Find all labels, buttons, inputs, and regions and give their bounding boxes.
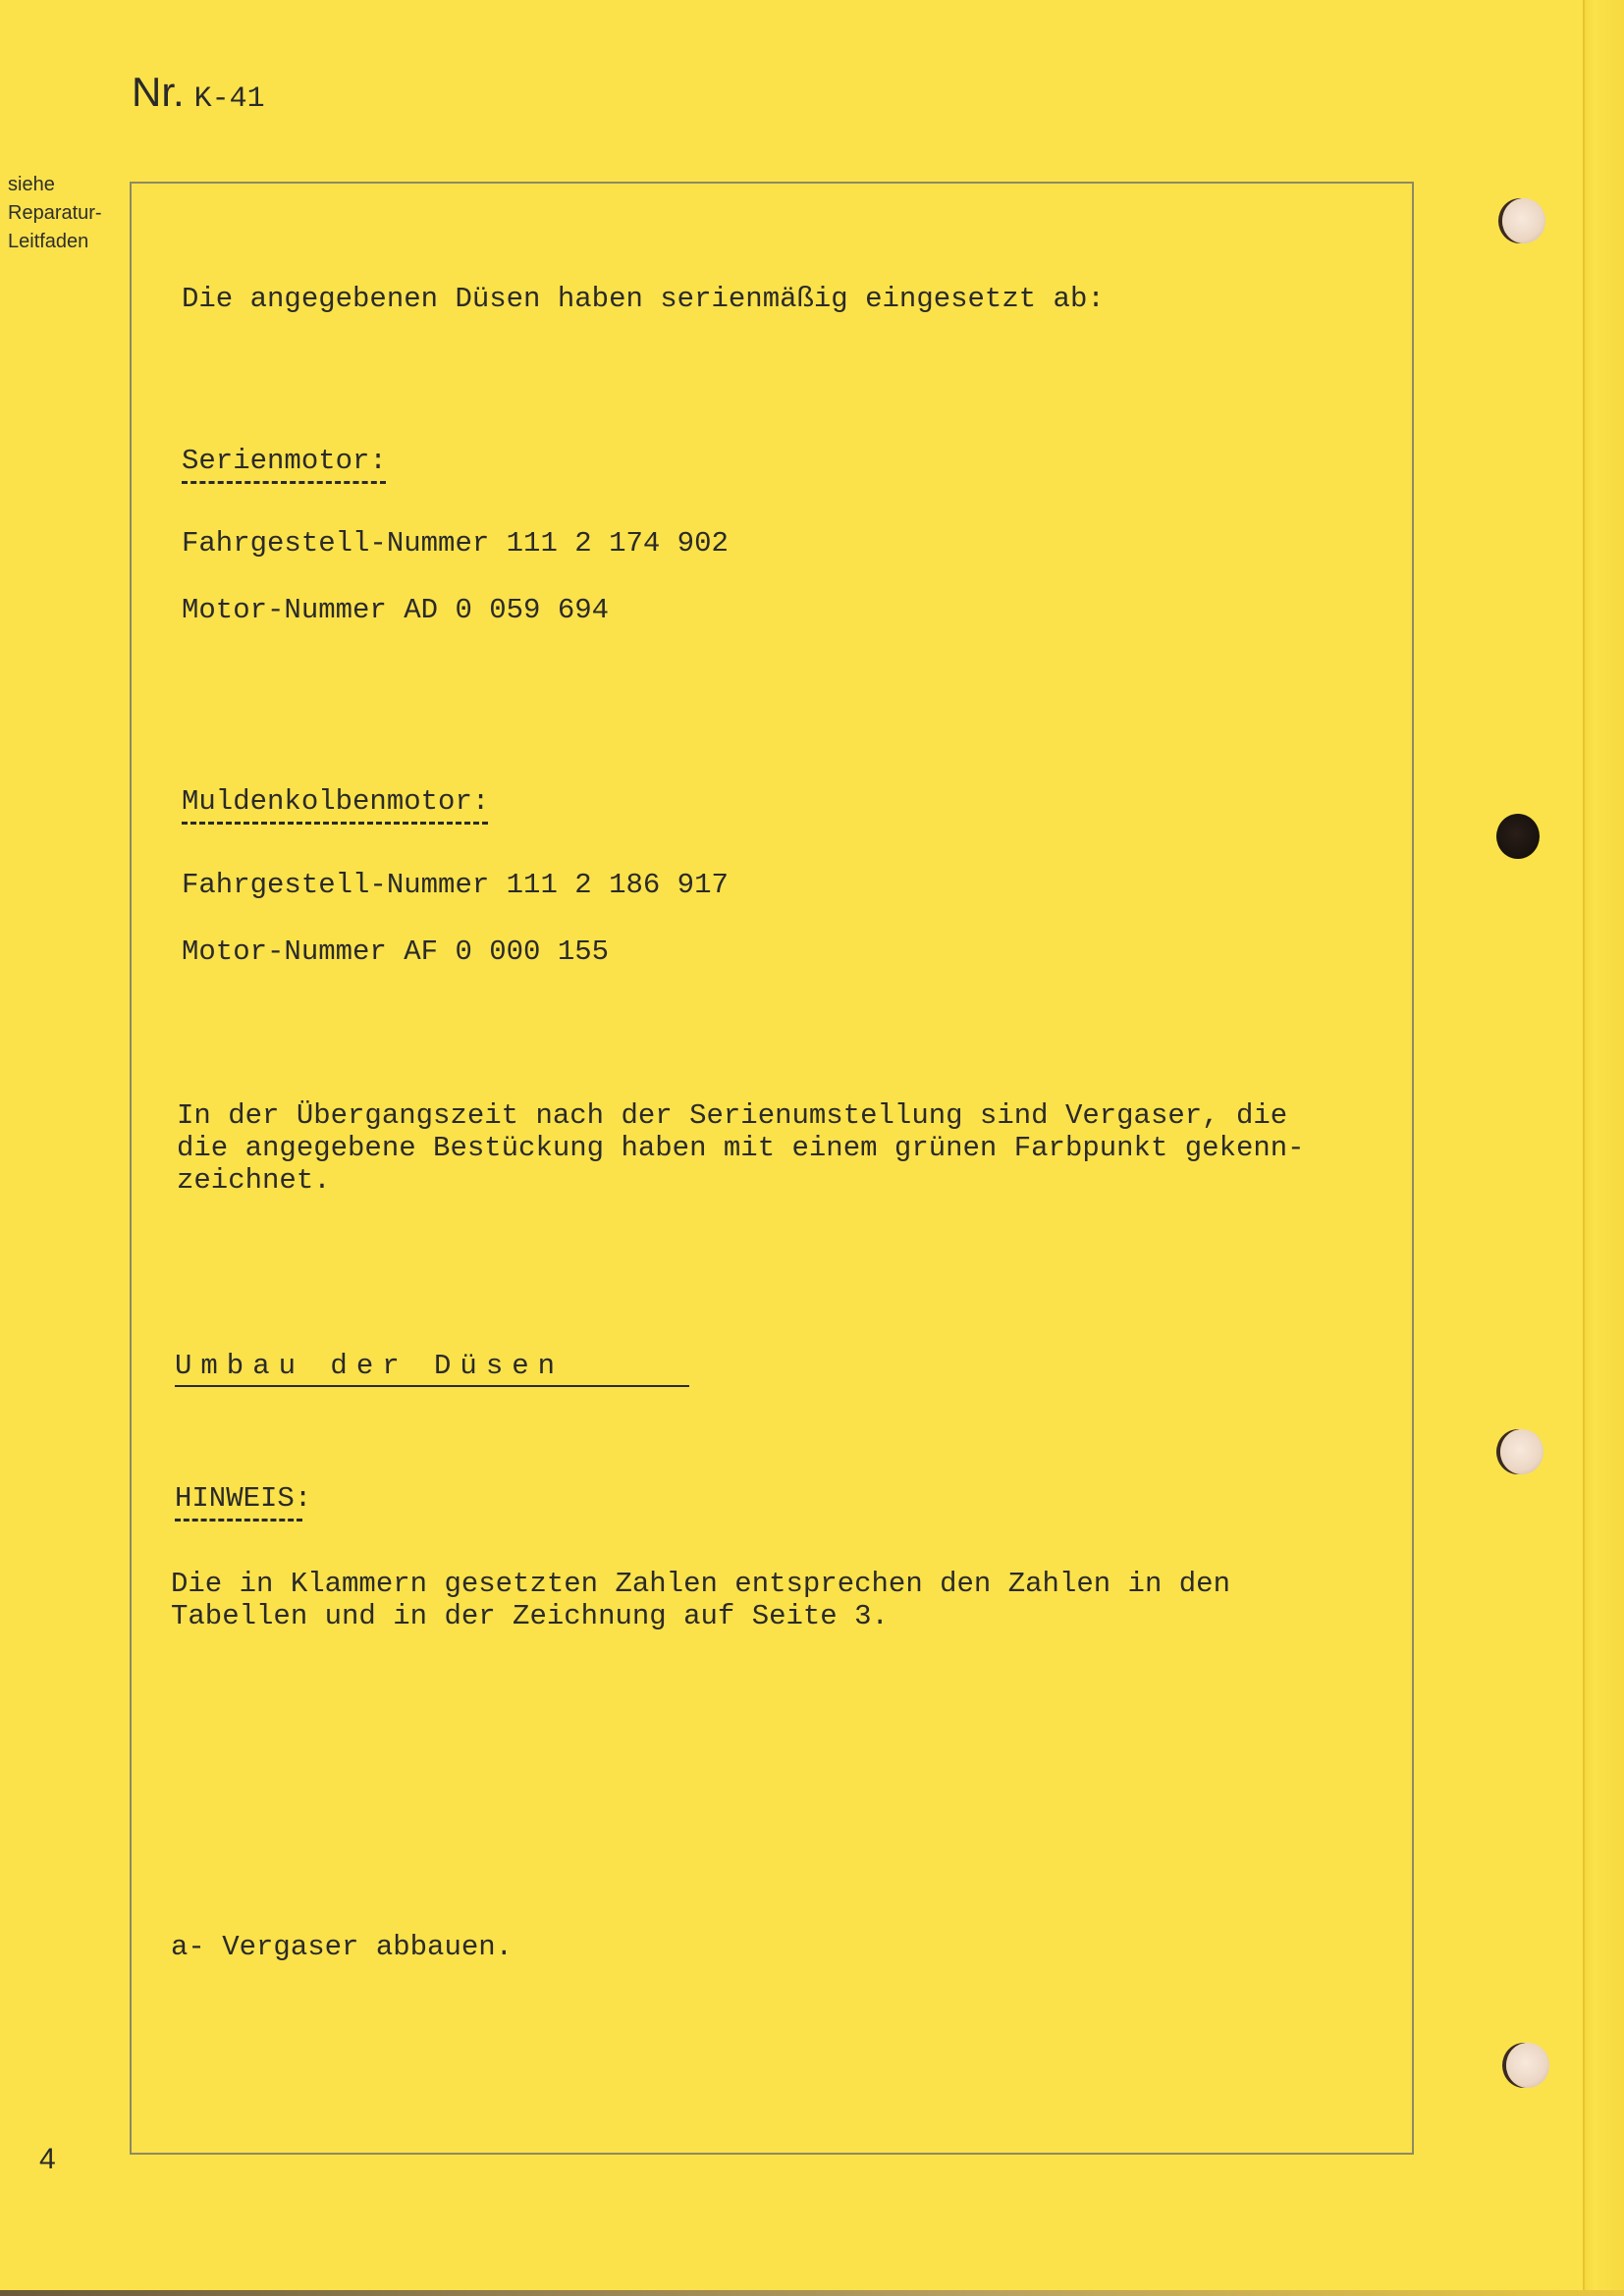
section-title: Umbau der Düsen xyxy=(175,1350,565,1382)
document-number: K-41 xyxy=(193,82,265,116)
document-number-header xyxy=(132,69,265,116)
hinweis-underline xyxy=(175,1519,302,1522)
page-edge-line xyxy=(1583,0,1585,2296)
nr-label: Nr. xyxy=(132,69,185,115)
transition-paragraph-line: zeichnet. xyxy=(177,1164,331,1197)
punch-hole xyxy=(1496,814,1540,859)
margin-note-line: Reparatur- xyxy=(8,202,102,224)
page-edge xyxy=(1583,0,1624,2296)
bottom-strip xyxy=(0,2290,1624,2296)
serienmotor-fahrgestell-number: Fahrgestell-Nummer 111 2 174 902 xyxy=(182,527,729,560)
transition-paragraph-line: In der Übergangszeit nach der Serienumstellung sind Vergaser, die xyxy=(177,1099,1288,1132)
hinweis-heading: HINWEIS: xyxy=(175,1482,312,1515)
margin-note-line: Leitfaden xyxy=(8,231,89,252)
punch-hole xyxy=(1506,2043,1549,2088)
punch-hole xyxy=(1500,1429,1543,1474)
punch-hole xyxy=(1502,198,1545,243)
serienmotor-underline xyxy=(182,481,386,484)
margin-note xyxy=(8,171,135,256)
intro-text: Die angegebenen Düsen haben serienmäßig eingesetzt ab: xyxy=(182,283,1105,315)
transition-paragraph-line: die angegebene Bestückung haben mit einem grünen Farbpunkt gekenn- xyxy=(177,1132,1305,1164)
hinweis-text-line: Tabellen und in der Zeichnung auf Seite 3. xyxy=(171,1600,889,1632)
hinweis-text-line: Die in Klammern gesetzten Zahlen entsprechen den Zahlen in den xyxy=(171,1568,1230,1600)
muldenkolbenmotor-fahrgestell-number: Fahrgestell-Nummer 111 2 186 917 xyxy=(182,869,729,901)
margin-note-line: siehe xyxy=(8,174,55,195)
serienmotor-motor-number: Motor-Nummer AD 0 059 694 xyxy=(182,594,610,626)
muldenkolbenmotor-motor-number: Motor-Nummer AF 0 000 155 xyxy=(182,935,610,968)
muldenkolbenmotor-heading: Muldenkolbenmotor: xyxy=(182,785,490,818)
page-number: 4 xyxy=(39,2143,56,2175)
serienmotor-heading: Serienmotor: xyxy=(182,445,387,477)
muldenkolbenmotor-underline xyxy=(182,822,488,825)
step-a: a- Vergaser abbauen. xyxy=(171,1931,514,1963)
section-title-underline xyxy=(175,1385,689,1387)
